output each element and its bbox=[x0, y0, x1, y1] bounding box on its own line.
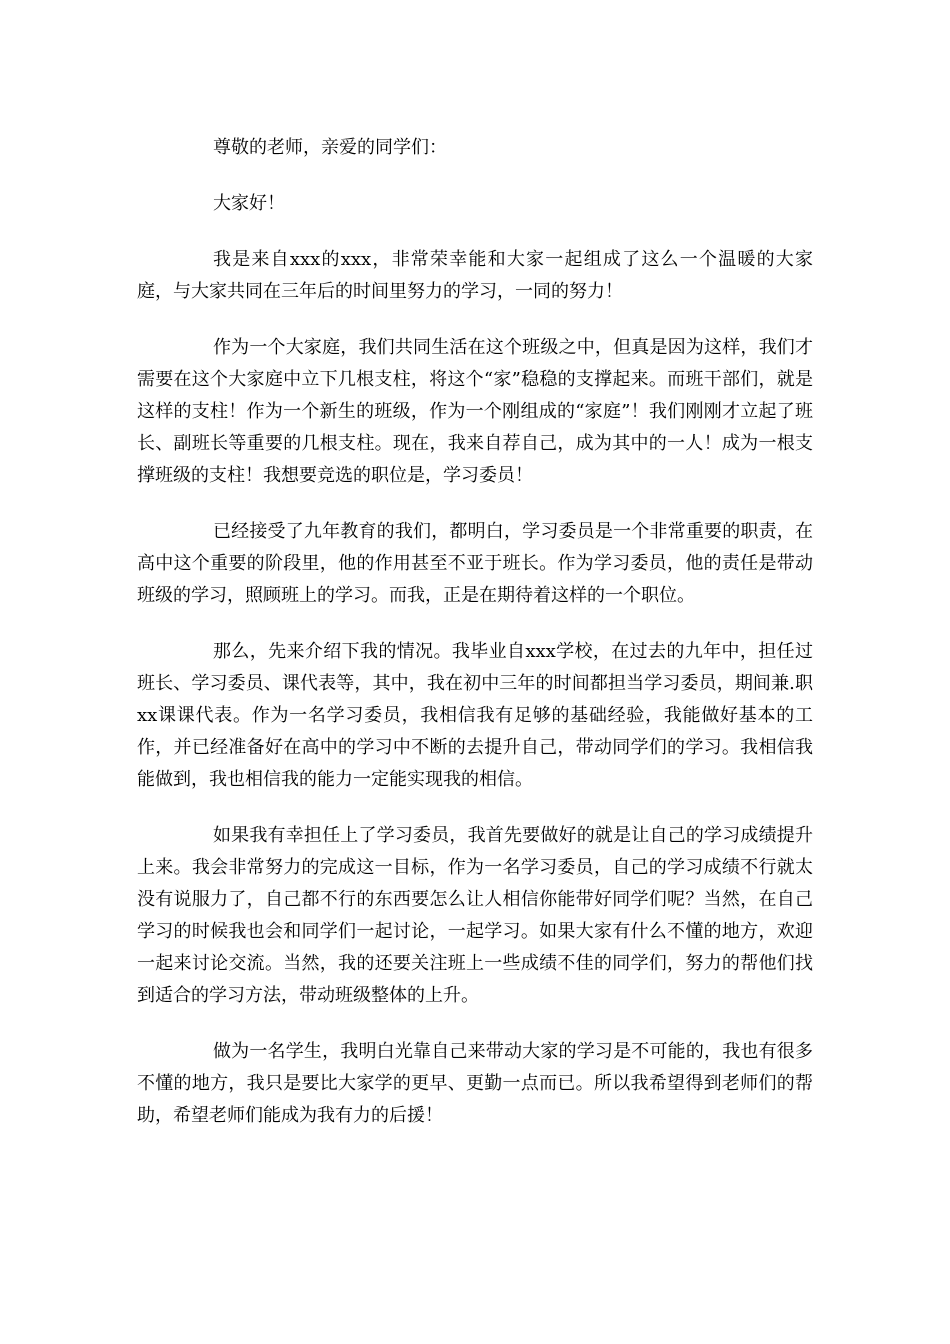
paragraph-plans: 如果我有幸担任上了学习委员，我首先要做好的就是让自己的学习成绩提升上来。我会非常努力的完成这一目标，作为一名学习委员，自己的学习成绩不行就太没有说服力了，自己都不行的东西要怎么让人相信你能带好同学们呢？当然，在自己学习的时候我也会和同学们一起讨论，一起学习。如果大家有什么不懂的地方，欢迎一起来讨论交流。当然，我的还要关注班上一些成绩不佳的同学们，努力的帮他们找到适合的学习方法，带动班级整体的上升。 bbox=[137, 825, 813, 1006]
paragraph-closing: 做为一名学生，我明白光靠自己来带动大家的学习是不可能的，我也有很多不懂的地方，我只是要比大家学的更早、更勤一点而已。所以我希望得到老师们的帮助，希望老师们能成为我有力的后援！ bbox=[137, 1041, 813, 1126]
paragraph-study-committee-role: 已经接受了九年教育的我们，都明白，学习委员是一个非常重要的职责，在高中这个重要的阶段里，他的作用甚至不亚于班长。作为学习委员，他的责任是带动班级的学习，照顾班上的学习。而我，正是在期待着这样的一个职位。 bbox=[137, 521, 813, 606]
paragraph-introduction: 我是来自xxx的xxx，非常荣幸能和大家一起组成了这么一个温暖的大家庭，与大家共同在三年后的时间里努力的学习，一同的努力！ bbox=[137, 249, 813, 302]
salutation: 尊敬的老师，亲爱的同学们： bbox=[213, 137, 447, 158]
paragraph-class-pillars: 作为一个大家庭，我们共同生活在这个班级之中，但真是因为这样，我们才需要在这个大家庭中立下几根支柱，将这个“家”稳稳的支撑起来。而班干部们，就是这样的支柱！作为一个新生的班级，作为一个刚组成的“家庭”！我们刚刚才立起了班长、副班长等重要的几根支柱。现在，我来自荐自己，成为其中的一人！成为一根支撑班级的支柱！我想要竞选的职位是，学习委员！ bbox=[137, 337, 813, 486]
document-body bbox=[137, 132, 813, 1156]
greeting: 大家好！ bbox=[213, 193, 285, 214]
paragraph-personal-background: 那么，先来介绍下我的情况。我毕业自xxx学校，在过去的九年中，担任过班长、学习委员、课代表等，其中，我在初中三年的时间都担当学习委员，期间兼.职xx课课代表。作为一名学习委员，我相信我有足够的基础经验，我能做好基本的工作，并已经准备好在高中的学习中不断的去提升自己，带动同学们的学习。我相信我能做到，我也相信我的能力一定能实现我的相信。 bbox=[137, 641, 813, 790]
